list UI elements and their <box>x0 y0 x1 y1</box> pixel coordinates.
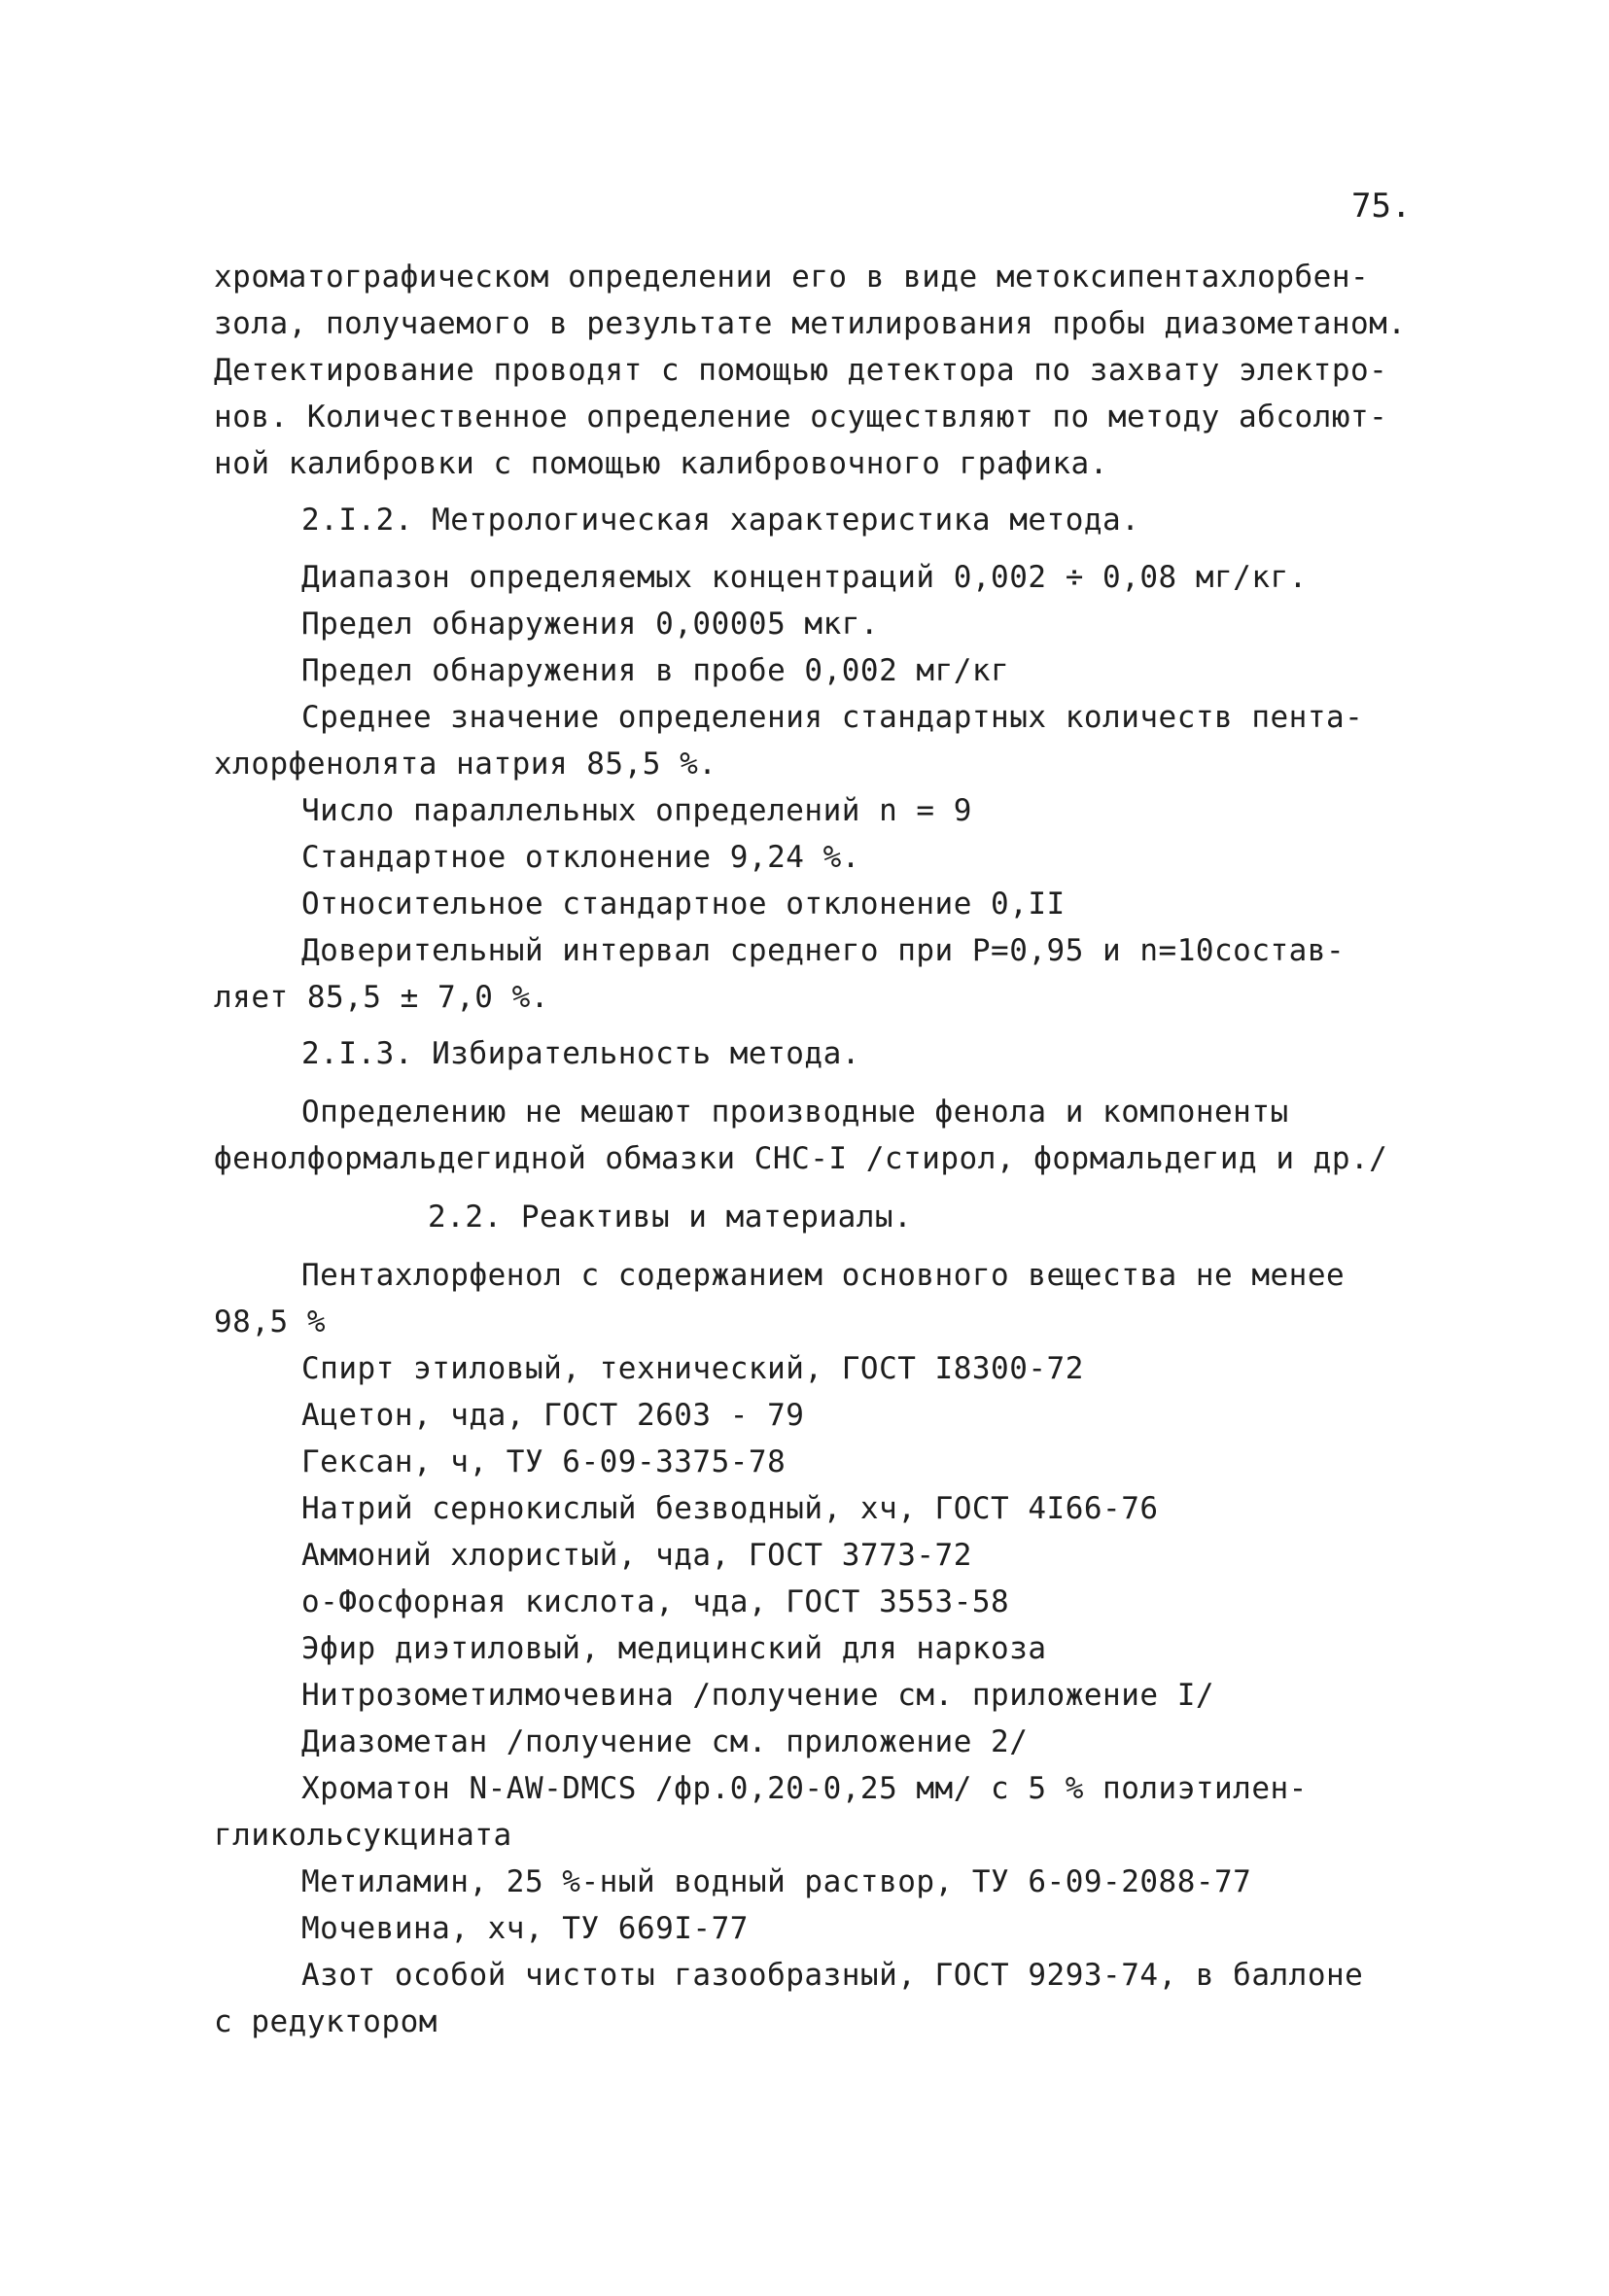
reagent-line: Натрий сернокислый безводный, хч, ГОСТ 4I66-76 <box>301 1491 1159 1526</box>
reagent-line: 98,5 % <box>214 1305 326 1339</box>
metrology-line: Относительное стандартное отклонение 0,II <box>301 887 1066 922</box>
metrology-line: Предел обнаружения 0,00005 мкг. <box>301 607 880 642</box>
reagent-line: Диазометан /получение см. приложение 2/ <box>301 1724 1029 1759</box>
metrology-line: Диапазон определяемых концентраций 0,002 ÷ 0,08 мг/кг. <box>301 560 1308 595</box>
intro-line: ной калибровки с помощью калибровочного графика. <box>214 446 1108 481</box>
intro-line: Детектирование проводят с помощью детектора по захвату электро- <box>214 353 1388 388</box>
intro-line: хроматографическом определении его в виде метоксипентахлорбен- <box>214 260 1370 295</box>
reagent-line: Эфир диэтиловый, медицинский для наркоза <box>301 1631 1047 1666</box>
metrology-line: Предел обнаружения в пробе 0,002 мг/кг <box>301 653 1010 688</box>
metrology-line: Стандартное отклонение 9,24 %. <box>301 840 860 875</box>
reagent-line: Ацетон, чда, ГОСТ 2603 - 79 <box>301 1398 805 1433</box>
metrology-line: ляет 85,5 ± 7,0 %. <box>214 980 549 1015</box>
reagent-line: Азот особой чистоты газообразный, ГОСТ 9293-74, в баллоне <box>301 1958 1364 1993</box>
reagent-line: Нитрозометилмочевина /получение см. приложение I/ <box>301 1678 1215 1713</box>
reagent-line: Гексан, ч, ТУ 6-09-3375-78 <box>301 1444 787 1479</box>
selectivity-line: Определению не мешают производные фенола и компоненты <box>301 1095 1289 1130</box>
metrology-line: Доверительный интервал среднего при P=0,95 и n=10состав- <box>301 933 1346 968</box>
metrology-line: хлорфенолята натрия 85,5 %. <box>214 747 717 782</box>
page-number: 75. <box>1351 187 1412 226</box>
selectivity-line: фенолформальдегидной обмазки СНС-I /стирол, формальдегид и др./ <box>214 1141 1388 1176</box>
reagent-line: с редуктором <box>214 2004 437 2039</box>
reagent-line: Метиламин, 25 %-ный водный раствор, ТУ 6-09-2088-77 <box>301 1864 1252 1899</box>
reagent-line: Аммоний хлористый, чда, ГОСТ 3773-72 <box>301 1538 972 1573</box>
metrology-line: Среднее значение определения стандартных количеств пента- <box>301 700 1364 735</box>
reagent-line: о-Фосфорная кислота, чда, ГОСТ 3553-58 <box>301 1584 1010 1619</box>
section-heading-2-1-2: 2.I.2. Метрологическая характеристика метода. <box>301 503 1140 538</box>
reagent-line: Пентахлорфенол с содержанием основного вещества не менее <box>301 1258 1346 1293</box>
metrology-line: Число параллельных определений n = 9 <box>301 793 972 828</box>
reagent-line: Мочевина, хч, ТУ 669I-77 <box>301 1911 749 1946</box>
reagent-line: Хроматон N-AW-DMCS /фр.0,20-0,25 мм/ с 5 % полиэтилен- <box>301 1771 1308 1806</box>
intro-line: нов. Количественное определение осуществляют по методу абсолют- <box>214 400 1388 435</box>
section-heading-2-1-3: 2.I.3. Избирательность метода. <box>301 1036 860 1071</box>
section-heading-2-2: 2.2. Реактивы и материалы. <box>428 1200 913 1235</box>
intro-line: зола, получаемого в результате метилирования пробы диазометаном. <box>214 306 1407 341</box>
reagent-line: Спирт этиловый, технический, ГОСТ I8300-72 <box>301 1351 1084 1386</box>
reagent-line: гликольсукцината <box>214 1818 512 1853</box>
